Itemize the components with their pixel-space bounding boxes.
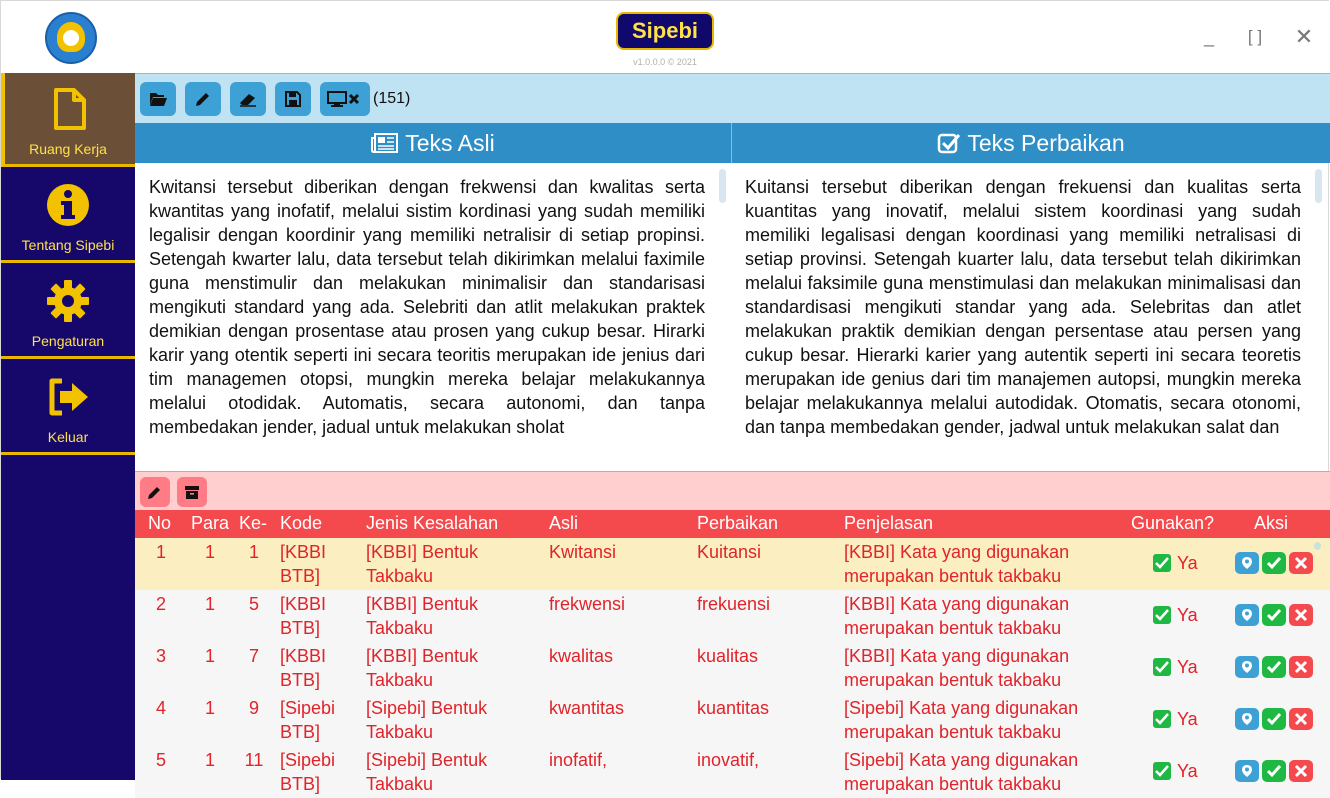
cell-perbaikan: inovatif, [697, 750, 760, 770]
reject-button[interactable] [1289, 708, 1313, 730]
newspaper-icon [371, 132, 399, 154]
cell-jenis-line1: [Sipebi] Bentuk [366, 698, 488, 718]
table-row[interactable] [135, 694, 1330, 746]
original-text-area[interactable]: Kwitansi tersebut diberikan dengan frekwensi dan kwalitas serta kwantitas yang inofatif, melalui sistim kordinasi yang sudah memiliki legalisir dengan koordinir yang memiliki netralisir di setiap propinsi. Setengah kwarter lalu, data tersebut telah dikirimkan melalui faximile guna menstimulir dan melakukan minimalisir dan standarisasi mengikuti standard yang ada. Selebriti dan atlit melakukan praktek demikian dengan prosentase atau prosen yang cukup besar. Hirarki karir yang otentik seperti ini secara teoritis merupakan ide jenius dari tim managemen otopsi, mungkin mereka belajar melakukannya melalui otodidak. Automatis, secara autonomi, dan tanpa membedakan jender, jadual untuk melakukan sholat [149, 177, 705, 437]
cell-no: 2 [155, 594, 166, 614]
check-icon [1155, 609, 1169, 621]
cell-kode-line2: BTB] [280, 618, 321, 638]
cell-penjelasan-line1: [Sipebi] Kata yang digunakan [844, 698, 1079, 718]
col-header-aksi: Aksi [1254, 513, 1289, 533]
cell-penjelasan-line1: [KBBI] Kata yang digunakan [844, 594, 1070, 614]
edit-error-button[interactable] [140, 477, 170, 507]
cell-penjelasan-line2: merupakan bentuk takbaku [844, 670, 1062, 690]
sidebar-item-label: Keluar [47, 429, 89, 445]
tut-wuri-logo-icon [45, 12, 97, 64]
reject-button[interactable] [1289, 552, 1313, 574]
table-scrollbar[interactable] [1314, 542, 1321, 550]
locate-button[interactable] [1235, 656, 1259, 678]
panel-title: Teks Asli [405, 130, 495, 156]
folder-open-icon [149, 90, 167, 108]
col-header-penjelasan: Penjelasan [844, 513, 934, 533]
cell-kode-line1: [KBBI [280, 594, 327, 614]
check-icon [1267, 660, 1281, 674]
sidebar-item-keluar[interactable] [1, 361, 135, 455]
close-button[interactable]: ✕ [1294, 24, 1314, 49]
accept-button[interactable] [1262, 552, 1286, 574]
reject-button[interactable] [1289, 656, 1313, 678]
app-title: Sipebi [616, 12, 714, 50]
close-icon [1294, 608, 1308, 622]
col-header-gunakan: Gunakan? [1131, 513, 1215, 533]
col-header-no: No [148, 513, 172, 533]
panel-divider [731, 123, 732, 163]
sidebar-item-tentang-sipebi[interactable] [1, 169, 135, 263]
original-scrollbar[interactable] [719, 169, 726, 203]
cell-penjelasan-line2: merupakan bentuk takbaku [844, 566, 1062, 586]
cell-jenis-line1: [KBBI] Bentuk [366, 594, 479, 614]
cell-kode-line2: BTB] [280, 566, 321, 586]
close-icon [1294, 712, 1308, 726]
cell-penjelasan-line2: merupakan bentuk takbaku [844, 722, 1062, 742]
cell-jenis-line2: Takbaku [366, 566, 434, 586]
use-label: Ya [1177, 553, 1198, 573]
accept-button[interactable] [1262, 760, 1286, 782]
map-marker-icon [1240, 556, 1254, 570]
table-row[interactable] [135, 746, 1330, 798]
use-label: Ya [1177, 761, 1198, 781]
cell-penjelasan-line1: [KBBI] Kata yang digunakan [844, 542, 1070, 562]
open-file-button[interactable] [140, 82, 176, 116]
col-header-asli: Asli [549, 513, 579, 533]
cell-ke: 11 [244, 750, 264, 770]
main-toolbar [135, 73, 1330, 123]
cell-ke: 1 [248, 542, 259, 562]
cell-kode-line1: [Sipebi [280, 750, 336, 770]
locate-button[interactable] [1235, 708, 1259, 730]
sidebar-item-ruang-kerja[interactable] [1, 73, 135, 167]
check-icon [1267, 608, 1281, 622]
cell-perbaikan: Kuitansi [697, 542, 762, 562]
corrected-scrollbar[interactable] [1315, 169, 1322, 203]
cell-kode-line2: BTB] [280, 774, 321, 794]
sidebar-item-label: Pengaturan [31, 333, 105, 349]
cell-perbaikan: kuantitas [697, 698, 770, 718]
sidebar [1, 73, 135, 780]
panel-header-teks-asli [135, 123, 731, 163]
cell-ke: 7 [248, 646, 259, 666]
panel-header-teks-perbaikan [732, 123, 1330, 163]
gear-icon [46, 279, 90, 323]
check-icon [1267, 764, 1281, 778]
sidebar-item-label: Tentang Sipebi [21, 237, 115, 253]
logo-center [63, 30, 79, 46]
locate-button[interactable] [1235, 760, 1259, 782]
cell-kode-line1: [Sipebi [280, 698, 336, 718]
col-header-kode: Kode [280, 513, 323, 533]
map-marker-icon [1240, 712, 1254, 726]
accept-button[interactable] [1262, 656, 1286, 678]
close-icon [1294, 556, 1308, 570]
save-button[interactable] [275, 82, 311, 116]
sign-out-icon [46, 375, 90, 419]
close-icon [1294, 660, 1308, 674]
pencil-icon [147, 484, 163, 500]
edit-button[interactable] [185, 82, 221, 116]
accept-button[interactable] [1262, 708, 1286, 730]
check-icon [1155, 661, 1169, 673]
cell-para: 1 [204, 698, 215, 718]
cell-para: 1 [204, 542, 215, 562]
accept-button[interactable] [1262, 604, 1286, 626]
col-header-jenis: Jenis Kesalahan [366, 513, 499, 533]
cell-asli: kwantitas [549, 698, 625, 718]
cell-jenis-line2: Takbaku [366, 774, 434, 794]
cell-kode-line2: BTB] [280, 722, 321, 742]
col-header-ke: Ke- [239, 513, 268, 533]
cell-penjelasan-line2: merupakan bentuk takbaku [844, 618, 1062, 638]
cell-jenis-line2: Takbaku [366, 722, 434, 742]
sidebar-item-pengaturan[interactable] [1, 265, 135, 359]
check-icon [1267, 556, 1281, 570]
cell-asli: inofatif, [549, 750, 608, 770]
use-checkbox[interactable] [1153, 762, 1171, 780]
check-icon [1155, 557, 1169, 569]
cell-ke: 9 [248, 698, 259, 718]
panel-title: Teks Perbaikan [967, 130, 1125, 156]
cell-jenis-line1: [Sipebi] Bentuk [366, 750, 488, 770]
cell-para: 1 [204, 594, 215, 614]
cell-penjelasan-line2: merupakan bentuk takbaku [844, 774, 1062, 794]
table-row[interactable] [135, 642, 1330, 694]
cell-kode-line1: [KBBI [280, 542, 327, 562]
error-table-header [135, 510, 1330, 538]
use-label: Ya [1177, 657, 1198, 677]
sidebar-item-label: Ruang Kerja [29, 141, 107, 157]
cell-ke: 5 [248, 594, 259, 614]
cell-perbaikan: frekuensi [697, 594, 771, 614]
error-toolbar [135, 471, 1330, 510]
cell-no: 1 [155, 542, 166, 562]
cell-penjelasan-line1: [KBBI] Kata yang digunakan [844, 646, 1070, 666]
check-icon [1155, 713, 1169, 725]
cell-kode-line1: [KBBI [280, 646, 327, 666]
cell-no: 5 [155, 750, 166, 770]
table-row[interactable] [135, 538, 1330, 590]
eraser-icon [239, 90, 257, 108]
use-checkbox[interactable] [1153, 554, 1171, 572]
cell-no: 3 [155, 646, 166, 666]
locate-button[interactable] [1235, 604, 1259, 626]
use-checkbox[interactable] [1153, 606, 1171, 624]
archive-button[interactable] [177, 477, 207, 507]
map-marker-icon [1240, 764, 1254, 778]
maximize-button[interactable]: [ ] [1247, 27, 1263, 46]
locate-button[interactable] [1235, 552, 1259, 574]
use-label: Ya [1177, 605, 1198, 625]
minimize-button[interactable]: _ [1203, 27, 1214, 47]
cell-perbaikan: kualitas [697, 646, 759, 666]
col-header-perbaikan: Perbaikan [697, 513, 779, 533]
use-checkbox[interactable] [1153, 710, 1171, 728]
cell-jenis-line2: Takbaku [366, 670, 434, 690]
cell-jenis-line1: [KBBI] Bentuk [366, 646, 479, 666]
corrected-text-area[interactable]: Kuitansi tersebut diberikan dengan frekuensi dan kualitas serta kuantitas yang inovatif, melalui sistem koordinasi yang sudah memiliki legalisasi dengan koordinasi yang memiliki netralisasi di setiap provinsi. Setengah kuarter lalu, data tersebut telah dikirimkan melalui faksimile guna menstimulasi dan melakukan minimalisasi dan standardisasi mengikuti standar yang ada. Selebritas dan atlet melakukan praktik demikian dengan persentase atau persen yang cukup besar. Hierarki karier yang autentik seperti ini secara teoretis merupakan ide genius dari tim manajemen autopsi, mungkin mereka belajar melakukannya melalui autodidak. Otomatis, secara otonomi, dan tanpa membedakan gender, jadwal untuk melakukan salat dan [745, 177, 1301, 437]
file-icon [47, 87, 91, 131]
monitor-close-icon [327, 90, 361, 108]
cell-asli: kwalitas [549, 646, 614, 666]
save-icon [284, 90, 302, 108]
archive-icon [184, 484, 200, 500]
cell-no: 4 [155, 698, 166, 718]
cell-asli: Kwitansi [549, 542, 617, 562]
cell-para: 1 [204, 750, 215, 770]
table-row[interactable] [135, 590, 1330, 642]
map-marker-icon [1240, 660, 1254, 674]
map-marker-icon [1240, 608, 1254, 622]
use-checkbox[interactable] [1153, 658, 1171, 676]
close-display-button[interactable] [320, 82, 370, 116]
pencil-icon [194, 90, 212, 108]
cell-jenis-line2: Takbaku [366, 618, 434, 638]
cell-kode-line2: BTB] [280, 670, 321, 690]
reject-button[interactable] [1289, 760, 1313, 782]
cell-jenis-line1: [KBBI] Bentuk [366, 542, 479, 562]
col-header-para: Para [191, 513, 230, 533]
check-icon [1155, 765, 1169, 777]
error-table-body [135, 538, 1330, 794]
check-icon [1267, 712, 1281, 726]
check-square-icon [937, 132, 961, 154]
reject-button[interactable] [1289, 604, 1313, 626]
use-label: Ya [1177, 709, 1198, 729]
erase-button[interactable] [230, 82, 266, 116]
cell-asli: frekwensi [549, 594, 626, 614]
error-count: (151) [373, 90, 411, 107]
info-icon [46, 183, 90, 227]
app-version: v1.0.0.0 © 2021 [633, 57, 697, 67]
cell-penjelasan-line1: [Sipebi] Kata yang digunakan [844, 750, 1079, 770]
title-bar [1, 1, 1330, 73]
close-icon [1294, 764, 1308, 778]
cell-para: 1 [204, 646, 215, 666]
